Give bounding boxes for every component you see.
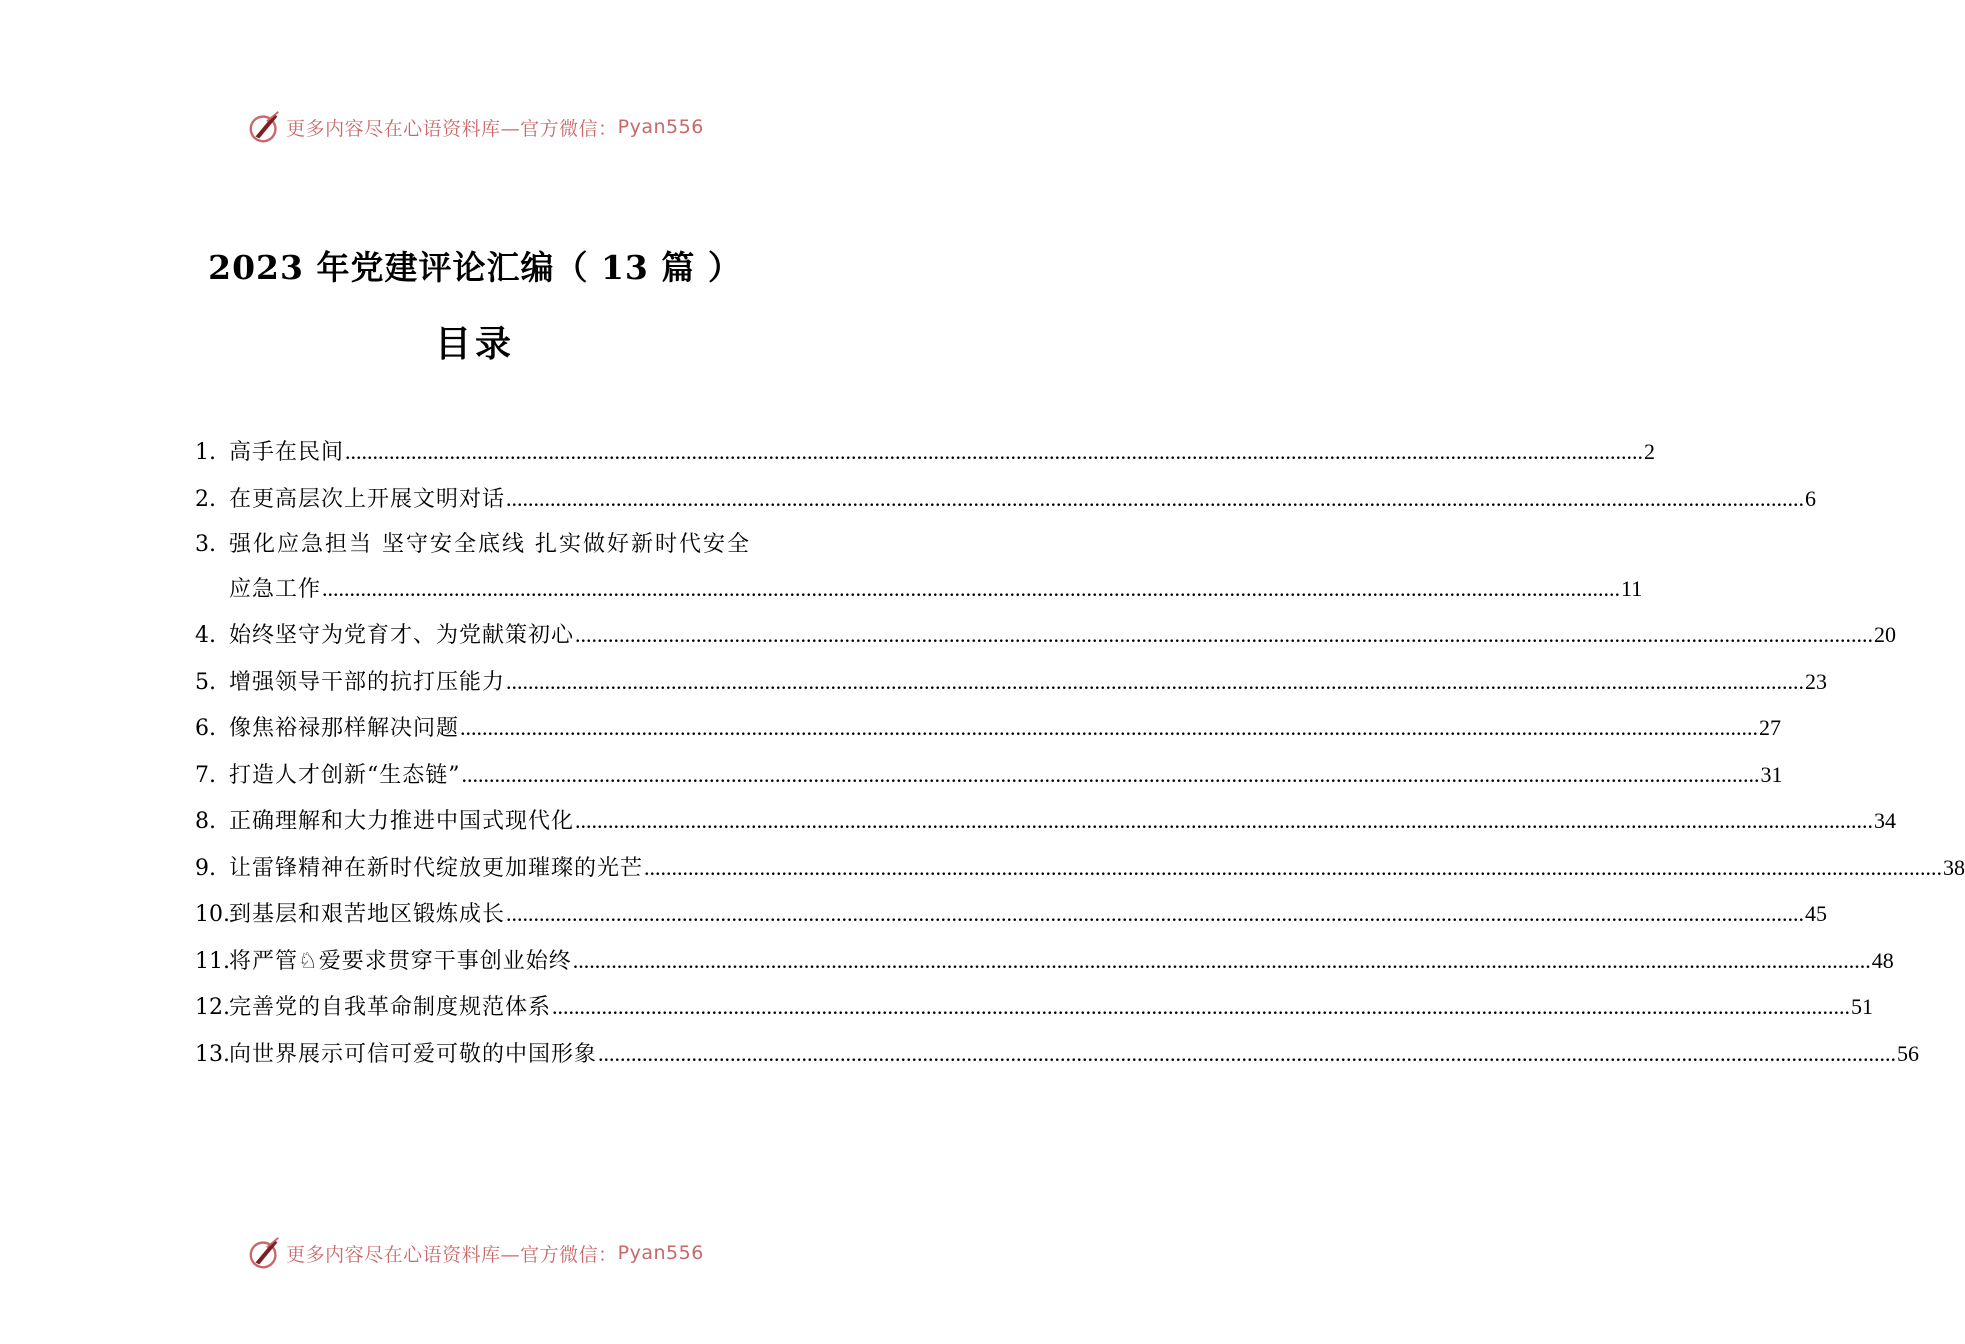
dot-leader	[506, 662, 1804, 702]
toc-label: 高手在民间	[229, 440, 345, 465]
watermark-footer	[0, 1234, 950, 1272]
dot-leader	[345, 432, 1643, 472]
toc-number: 2.	[195, 486, 216, 512]
dot-leader	[598, 1034, 1896, 1074]
toc-label: 向世界展示可信可爱可敬的中国形象	[229, 1041, 598, 1067]
toc-label: 正确理解和大力推进中国式现代化	[229, 809, 575, 834]
toc-entry[interactable]	[195, 1034, 1920, 1081]
toc-entry[interactable]	[195, 708, 1782, 755]
toc-page-number: 56	[1897, 1040, 1920, 1066]
watermark-text: 更多内容尽在心语资料库—官方微信：	[286, 117, 618, 140]
toc-entry[interactable]	[195, 662, 1828, 709]
toc-number: 6.	[195, 716, 216, 741]
toc-label: 到基层和艰苦地区锻炼成长	[229, 902, 506, 927]
quill-logo-icon	[246, 1234, 284, 1272]
watermark-wechat: Pyan556	[617, 1242, 704, 1264]
toc-label: 将严管♘爱要求贯穿干事创业始终	[229, 948, 572, 974]
toc-entry[interactable]	[195, 755, 1783, 802]
toc-number: 5.	[195, 669, 216, 695]
dot-leader	[575, 801, 1873, 841]
dot-leader	[552, 987, 1850, 1027]
toc-label-line1: 强化应急担当 坚守安全底线 扎实做好新时代安全	[229, 532, 751, 557]
dot-leader	[506, 894, 1804, 934]
dot-leader	[460, 708, 1758, 748]
toc-label: 应急工作	[229, 577, 322, 602]
dot-leader	[575, 615, 1873, 655]
dot-leader	[462, 755, 1760, 795]
toc-entry[interactable]	[195, 941, 1894, 988]
toc-page-number: 48	[1871, 947, 1894, 973]
toc-number: 3.	[195, 532, 216, 557]
toc-entry[interactable]	[195, 525, 1643, 615]
quill-logo-icon	[246, 108, 284, 146]
dot-leader	[573, 941, 1871, 981]
toc-entry[interactable]	[195, 848, 1965, 895]
watermark-text: 更多内容尽在心语资料库—官方微信：	[286, 1243, 618, 1266]
toc-entry[interactable]	[195, 479, 1817, 526]
toc-number: 7.	[195, 762, 216, 788]
toc-label: 增强领导干部的抗打压能力	[229, 669, 506, 695]
toc-entry[interactable]	[195, 432, 1656, 479]
toc-entry[interactable]	[195, 615, 1897, 662]
toc-number: 12.	[195, 995, 230, 1020]
toc-page-number: 20	[1874, 622, 1897, 647]
dot-leader	[322, 569, 1620, 609]
toc-entry[interactable]	[195, 987, 1874, 1034]
toc-number: 9.	[195, 855, 216, 881]
toc-entry[interactable]	[195, 894, 1828, 941]
toc-page-number: 45	[1805, 901, 1828, 926]
toc-page-number: 6	[1805, 485, 1817, 511]
toc-page-number: 34	[1874, 808, 1897, 833]
document-title: 2023 年党建评论汇编（ 13 篇 ）	[208, 248, 742, 287]
toc-number: 4.	[195, 623, 216, 648]
dot-leader	[506, 479, 1804, 519]
toc-number: 13.	[195, 1041, 230, 1067]
toc-page-number: 11	[1621, 576, 1643, 601]
toc-label: 像焦裕禄那样解决问题	[229, 716, 460, 741]
toc-number: 8.	[195, 809, 216, 834]
toc-number: 1.	[195, 440, 216, 465]
toc-page-number: 27	[1759, 715, 1782, 740]
watermark-wechat: Pyan556	[617, 116, 704, 138]
toc-number: 10.	[195, 902, 230, 927]
toc-number: 11.	[195, 948, 230, 974]
toc-heading: 目录	[434, 323, 515, 365]
dot-leader	[644, 848, 1942, 888]
toc-page-number: 2	[1644, 439, 1656, 464]
toc-label: 打造人才创新“生态链”	[229, 762, 461, 788]
toc-label: 在更高层次上开展文明对话	[229, 486, 506, 512]
toc-page-number: 23	[1805, 668, 1828, 694]
toc-label: 让雷锋精神在新时代绽放更加璀璨的光芒	[229, 855, 644, 881]
toc-label: 始终坚守为党育才、为党献策初心	[229, 623, 575, 648]
toc-page-number: 38	[1943, 854, 1965, 880]
toc-page-number: 51	[1851, 994, 1874, 1019]
toc-label: 完善党的自我革命制度规范体系	[229, 995, 552, 1020]
watermark-header	[0, 108, 950, 146]
toc-page-number: 31	[1760, 761, 1783, 787]
table-of-contents	[195, 432, 1965, 1080]
toc-entry[interactable]	[195, 801, 1897, 848]
